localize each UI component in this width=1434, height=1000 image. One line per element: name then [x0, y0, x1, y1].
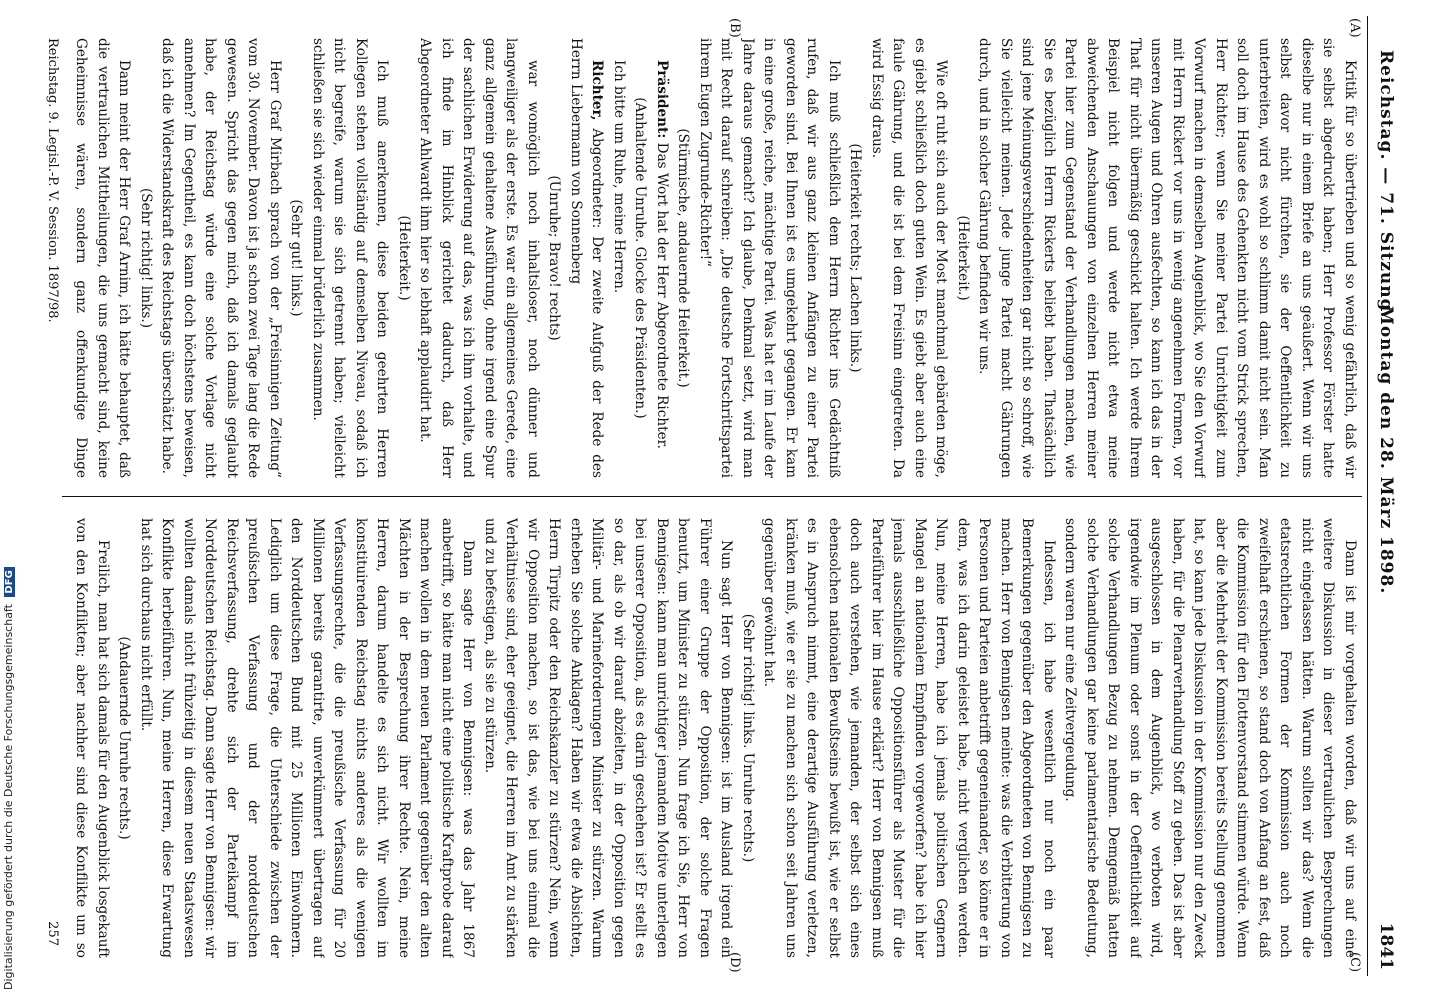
stage-direction: (Heiterkeit.)	[396, 215, 412, 301]
stage-direction: (Sehr richtig! links. Unruhe rechts.)	[740, 613, 756, 863]
right-text-column	[70, 518, 1360, 958]
stage-direction: (Anhaltende Unruhe. Glocke des Präsidenten.)	[632, 97, 649, 419]
speaker-paragraph	[651, 38, 673, 478]
speaker-name: Richter,	[589, 60, 606, 121]
digitization-note	[2, 567, 15, 990]
speaker-name: Präsident:	[654, 60, 670, 139]
left-text-column	[70, 38, 1360, 478]
body-paragraph: Wie oft ruht sich auch der Most manchmal gebärden möge, es giebt schließlich doch guten Wein. Es giebt aber auch eine faule Gährung, und die ist bei dem Freisinn eingetreten. Da wird Essig draus.	[869, 38, 950, 478]
margin-mark-c: (C)	[1347, 952, 1362, 973]
stage-direction: (Sehr gut! links.)	[288, 199, 305, 317]
body-paragraph: Kritik für so übertrieben und so wenig gefährlich, daß wir sie selbst abgedruckt haben; Herr Professor Förster hatte dieselbe nur in einem Briefe an uns geäußert. Wenn wir uns selbst davor nicht fürchten, sie der Oeffentlichkeit zu unterbreiten, wird es wohl so schlimm damit nicht sein. Man soll doch im Hause des Gehenkten nicht vom Strick sprechen, Herr Richter; wenn Sie meiner Partei Unrichtigkeit zum Vorwurf machen in demselben Augenblick, wo Sie den Vorwurf mit Herrn Rickert vor uns in wenig angenehmen Formen, vor unseren Augen und Ohren ausfechten, so kann ich das in der That für nicht übermäßig geschickt halten. Ich werde Ihrem Beispiel nicht folgen und werde nicht etwa meine abweichenden Anschauungen von einzelnen Herren meiner Partei hier zum Gegenstand der Verhandlungen machen, wie Sie es bezüglich Herrn Rickerts beliebt haben. Thatsächlich sind jene Meinungsverschiedenheiten gar nicht so schroff, wie Sie vielleicht meinen. Jede junge Partei macht Gährungen durch, und in solcher Gährung befinden wir uns.	[976, 38, 1358, 478]
page-header	[1367, 16, 1402, 976]
speaker-paragraph	[565, 38, 608, 478]
body-paragraph: Ich bitte um Ruhe, meine Herren.	[611, 60, 627, 294]
body-paragraph: war womöglich noch inhaltsloser, noch dünner und langweiliger als der erste. Es war ein allgemeines Gerede, eine ganz allgemein gehaltene Ausführung, ohne irgend eine Spur der sachlichen Erwiderung auf das, was ich ihm vorhalte, und ich finde im Hinblick gerichtet dadurch, daß Herr Abgeordneter Ahlwardt ihm hier so lebhaft applaudirt hat.	[417, 38, 541, 478]
stage-direction: (Andauernde Unruhe rechts.)	[116, 636, 133, 840]
margin-mark-d: (D)	[727, 952, 742, 973]
stage-direction: (Heiterkeit rechts; Lachen links.)	[847, 143, 864, 373]
body-paragraph: Dann ist mir vorgehalten worden, daß wir uns auf eine weitere Diskussion in dieser vertraulichen Besprechungen nicht eingelassen hätten. Warum sollten wir das? Wenn die etatsrechtlichen Formen der Kommission auch noch zweifelhaft erschienen, so stand doch von Anfang an fest, daß die Kommission für den Flottenvorstand stimmen würde. Wenn aber die Mehrheit der Kommission bereits Stellung genommen hat, so kann jede Diskussion in der Kommission nur den Zweck haben, für die Plenarverhandlung Stoff zu geben. Das ist aber ausgeschlossen in dem Augenblick, wo verboten wird, irgendwie im Plenum oder sonst in der Oeffentlichkeit auf solche Verhandlungen Bezug zu nehmen. Demgemäß hatten solche Verhandlungen gar keine parlamentarische Bedeutung, sondern waren nur eine Zeitvergeudung.	[1062, 518, 1358, 958]
footer-sheet-number: 257	[45, 921, 60, 946]
stage-direction: (Heiterkeit.)	[955, 215, 971, 301]
stage-direction: (Stürmische, andauernde Heiterkeit.)	[675, 128, 692, 388]
body-paragraph: Indessen, ich habe wesentlich nur noch ein paar Bemerkungen gegenüber den Abgeordneten von Bennigsen zu machen. Herr von Bennigsen meinte: was die Verbitterung von Personen und Parteien anbetrifft gegeneinander, so könne er in dem, was ich darin geleistet habe, nicht verglichen werden. Nun, meine Herren, habe ich jemals politischen Gegnern Mangel an nationalem Empfinden vorgeworfen? habe ich hier jemals ausschließliche Oppositionsführer als Muster für die Parteiführer hier im Hause erklärt? Herr von Bennigsen muß doch auch verstehen, wie jemanden, der selbst sich eines ebensolchen nationalen Bewußtseins bewußt ist, wie er selbst es in Anspruch nimmt, eine derartige Ausführung verletzen, kränken muß, wie er sie zu machen sich schon seit Jahren uns gegenüber gewöhnt hat.	[761, 518, 1057, 958]
speaker-text: Das Wort hat der Herr Abgeordnete Richter.	[654, 138, 670, 449]
rotated-page	[32, 16, 1402, 976]
stage-direction: (Sehr richtig! links.)	[138, 187, 154, 329]
body-paragraph: Freilich, man hat sich damals für den Augenblick losgekauft von den Konflikten; aber nachher sind diese Konflikte um so	[73, 518, 111, 958]
dfg-logo: DFG	[4, 567, 15, 596]
header-date: Montag den 28. März 1898.	[1376, 306, 1396, 595]
body-paragraph: Nun sagt Herr von Bennigsen: ist im Ausland irgend ein Führer einer Gruppe der Opposition, der solche Fragen benutzt, um Minister zu stürzen. Nun frage ich Sie, Herr von Bennigsen: kann man unrichtiger jemandem Motive unterlegen bei unserer Opposition, als es darin geschehen ist? Er stellt es so dar, als ob wir darauf abzielten, in der Opposition gegen Militär- und Marineforderungen Minister zu stürzen. Warum erheben Sie solche Anklagen? Haben wir etwa die Absichten, Herrn Tirpitz oder den Reichskanzler zu stürzen? Nein, wenn wir Opposition machen, so ist das, wie bei uns einmal die Verhältnisse sind, eher geeignet, die Herren im Amt zu stärken und zu befestigen, als sie zu stürzen.	[482, 518, 735, 958]
speaker-text: Abgeordneter: Der zweite Aufguß der Rede des Herrn Liebermann von Sonnenberg	[568, 38, 606, 478]
header-left: Reichstag. — 71. Sitzung.	[1376, 50, 1396, 319]
column-divider	[62, 496, 1362, 497]
body-paragraph: Dann sagte Herr von Bennigsen: was das Jahr 1867 anbetrifft, so hätte man nicht eine politische Kraftprobe darauf machen wollen in dem neuen Parlament gegenüber den alten Mächten in der Besprechung ihrer Rechte. Nein, meine Herren, darum handelte es sich nicht. Wir wollten im konstituirenden Reichstag nichts anderes als die wenigen Verfassungsrechte, die die preußische Verfassung für 20 Millionen bereits garantirte, unverkümmert übertragen auf den Norddeutschen Bund mit 25 Millionen Einwohnern. Lediglich um diese Frage, die Unterschiede zwischen der preußischen Verfassung und der norddeutschen Reichsverfassung, drehte sich der Parteikampf im Norddeutschen Reichstag. Dann sagte Herr von Bennigsen: wir wollten damals nicht frühzeitig in diesem neuen Staatswesen Konflikte herbeiführen. Nun, meine Herren, diese Erwartung hat sich durchaus nicht erfüllt.	[138, 518, 477, 958]
page-footer	[38, 38, 62, 958]
digitization-text: Digitalisierung gefördert durch die Deutsche Forschungsgemeinschaft	[2, 604, 15, 990]
margin-mark-b: (B)	[727, 18, 742, 38]
footer-session: Reichstag. 9. Legisl.-P. V. Session. 1897/98.	[45, 38, 60, 323]
body-paragraph: Ich muß anerkennen, diese beiden geehrten Herren Kollegen stehen vollständig auf demselben Niveau, sodaß ich nicht begreife, warum sie sich getrennt haben; vielleicht schließen sie sich wieder einmal brüderlich zusammen.	[310, 38, 391, 478]
body-paragraph: Herr Graf Mirbach sprach von der „Freisinnigen Zeitung“ vom 30. November. Davon ist ja schon zwei Tage lang die Rede gewesen. Spricht das gegen mich, daß ich damals geglaubt habe, der Reichstag würde eine solche Vorlage nicht annehmen? Im Gegentheil, es kann doch höchstens beweisen, daß ich die Widerstandskraft des Reichstags überschätzt habe.	[159, 38, 283, 478]
body-paragraph: Ich muß schließlich dem Herrn Richter ins Gedächtniß rufen, daß wir aus ganz kleinen Anfängen zu einer Partei geworden sind. Bei Ihnen ist es umgekehrt gegangen. Er kam in eine große, reiche, mächtige Partei. Was hat er im Laufe der Jahre daraus gemacht? Ich glaube, Denkmal setzt, wird man mit Recht darauf schreiben: „Die deutsche Fortschrittspartei ihrem Eugen Zugrunde-Richter!“	[697, 38, 842, 478]
page-number: 1841	[1376, 922, 1396, 970]
margin-mark-a: (A)	[1347, 18, 1362, 38]
body-paragraph: Dann meint der Herr Graf Arnim, ich hätte behauptet, daß die vertraulichen Mittheilungen, die uns gemacht sind, keine Geheimnisse wären, sondern ganz offenkundige Dinge	[73, 38, 133, 478]
stage-direction: (Unruhe; Bravo! rechts)	[546, 175, 563, 341]
